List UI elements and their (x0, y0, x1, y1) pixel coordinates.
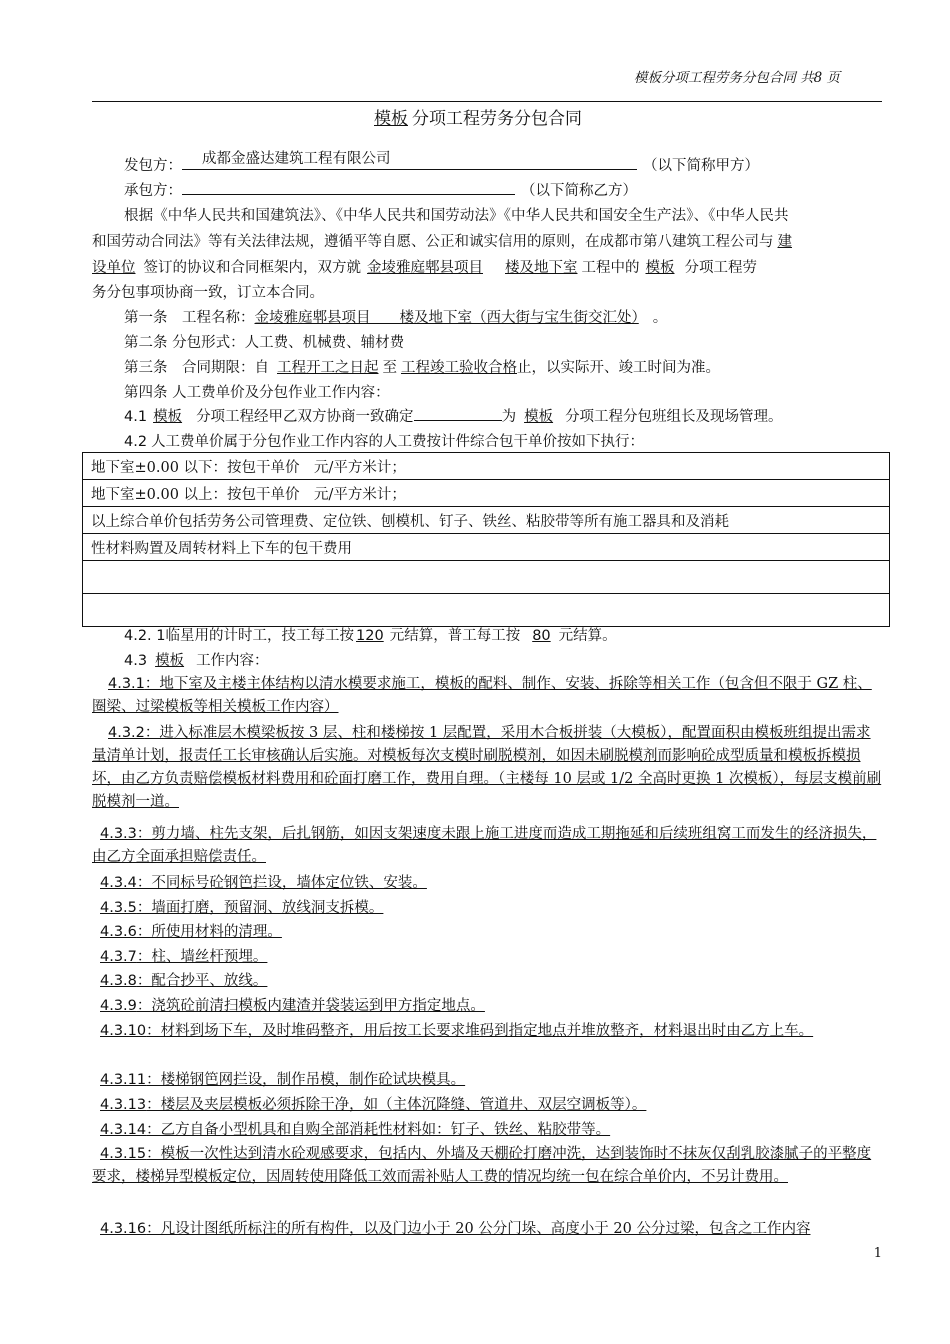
article-3-b: 至 (382, 360, 397, 376)
work-item (92, 1218, 884, 1241)
intro-line-4: 务分包事项协商一致，订立本合同。 (92, 285, 324, 301)
article-3-start: 工程开工之日起 (277, 360, 379, 376)
work-item (92, 995, 884, 1018)
work-item-num: 4.3.8 (100, 973, 137, 989)
article-1 (124, 306, 667, 327)
work-item-num: 4.3.2 (108, 725, 145, 741)
clause-4-1-blank (414, 405, 502, 421)
issuer-name: 成都金盛达建筑工程有限公司 (202, 151, 391, 167)
article-1-value: 金堎雅庭郫县项目 楼及地下室（西大街与宝生街交汇处） (254, 310, 639, 326)
article-4: 第四条 人工费单价及分包作业工作内容： (124, 385, 390, 401)
clause-4-1-a: 分项工程经甲乙双方协商一致确定 (196, 409, 414, 425)
work-item-text: ：地下室及主楼主体结构以清水模要求施工，模板的配料、制作、安装、拆除等相关工作（包含但不限于 GZ 柱、圈梁、过梁模板等相关模板工作内容） (92, 676, 872, 715)
clause-4-1-num: 4.1 (124, 409, 148, 425)
work-item-num: 4.3.9 (100, 998, 137, 1014)
work-item-text: ：楼梯钢笆网拦设，制作吊模，制作砼试块模具。 (146, 1072, 466, 1088)
work-item-text: ：材料到场下车，及时堆码整齐，用后按工长要求堆码到指定地点并堆放整齐，材料退出时由乙方上车。 (146, 1023, 814, 1039)
clause-4-1-template-2: 模板 (524, 409, 554, 425)
work-item-text: ：进入标准层木模梁板按 3 层、柱和楼梯按 1 层配置，采用木合板拼装（大模板），配置面积由模板班组提出需求量清单计划，报责任工长审核确认后实施。对模板每次支模时刷脱模剂，如因未刷脱模剂而影响砼成型质量和模板拆模损坏，由乙方负责赔偿模板材料费用和砼面打磨工作，费用自理。（主楼每 10 层或 1/2 全高时更换 1 次模板），每层支模前刷脱模剂一道。 (92, 725, 882, 810)
intro-line-2-text: 和国劳动合同法》等有关法律法规，遵循平等自愿、公正和诚实信用的原则，在成都市第八建筑工程公司与 (92, 234, 774, 250)
work-item-num: 4.3.5 (100, 900, 137, 916)
work-item (92, 823, 884, 869)
contractor-note: （以下简称乙方） (521, 183, 637, 199)
header-rule (92, 101, 882, 102)
table-cell (83, 561, 890, 594)
work-item-num: 4.3.11 (100, 1072, 147, 1088)
work-item-text: ：楼层及夹层模板必须拆除干净，如（主体沉降缝、管道井、双层空调板等）。 (146, 1097, 647, 1113)
clause-4-2-1-b: 元结算，普工每工按 (389, 628, 521, 644)
work-item (92, 1020, 884, 1043)
work-item-num: 4.3.14 (100, 1122, 147, 1138)
intro-project-name: 金堎雅庭郫县项目 (367, 260, 483, 276)
table-cell (83, 594, 890, 627)
clause-4-2 (124, 430, 644, 451)
table-row (83, 594, 890, 627)
contractor-name-field (182, 179, 515, 195)
title-underlined: 模板 (374, 109, 408, 129)
table-row (83, 561, 890, 594)
article-2: 第二条 分包形式：人工费、机械费、辅材费 (124, 335, 405, 351)
article-3-end: 工程竣工验收合格 (401, 360, 517, 376)
work-item-text: ：剪力墙、柱先支架，后扎钢筋，如因支架速度未跟上施工进度而造成工期拖延和后续班组窝工而发生的经济损失，由乙方全面承担赔偿责任。 (92, 826, 877, 865)
contractor-label: 承包方： (124, 183, 182, 199)
unit-price-table (82, 452, 890, 627)
work-item (92, 1119, 884, 1142)
clause-4-2-1-a: 临星用的计时工，技工每工按 (165, 628, 355, 644)
table-cell: 地下室±0.00 以下：按包干单价 元/平方米计； (83, 453, 890, 480)
skilled-wage: 120 (356, 628, 384, 644)
title-text: 分项工程劳务分包合同 (412, 109, 582, 129)
intro-line-3 (92, 256, 757, 277)
article-1-end: 。 (652, 310, 668, 326)
clause-4-2-1-num: 4.2. 1 (124, 628, 166, 644)
work-item-text: ：乙方自备小型机具和自购全部消耗性材料如：钉子、铁丝、粘胶带等。 (146, 1122, 611, 1138)
page-header: 模板分项工程劳务分包合同 共8 页 (633, 70, 840, 86)
work-item-text: ：模板一次性达到清水砼观感要求，包括内、外墙及天棚砼打磨冲洗，达到装饰时不抹灰仅刮乳胶漆腻子的平整度要求，楼梯异型模板定位，因周转使用降低工效而需补贴人工费的情况均统一包在综合单价内，不另计费用。 (92, 1146, 872, 1185)
table-row (83, 480, 890, 507)
article-3-c: 止，以实际开、竣工时间为准。 (517, 360, 720, 376)
work-item-num: 4.3.3 (100, 826, 137, 842)
work-item-num: 4.3.15 (100, 1146, 147, 1162)
intro-line-1: 根据《中华人民共和国建筑法》、《中华人民共和国劳动法》《中华人民共和国安全生产法》、《中华人民共 (124, 208, 789, 224)
work-item-num: 4.3.1 (108, 676, 145, 692)
contractor-line (124, 179, 637, 200)
work-item-text: ：浇筑砼前清扫模板内建渣并袋装运到甲方指定地点。 (136, 998, 485, 1014)
issuer-note: （以下简称甲方） (643, 158, 759, 174)
work-item-num: 4.3.10 (100, 1023, 147, 1039)
work-item-num: 4.3.13 (100, 1097, 147, 1113)
clause-4-1-b: 为 (501, 409, 517, 425)
clause-4-1 (124, 405, 783, 426)
article-3-a: 第三条 合同期限：自 (124, 360, 269, 376)
intro-template: 模板 (645, 260, 675, 276)
intro-line-2-u: 建 (777, 234, 792, 250)
page-number: 1 (873, 1246, 882, 1261)
issuer-name-field (182, 151, 637, 170)
table-cell: 性材料购置及周转材料上下车的包干费用 (83, 534, 890, 561)
clause-4-3-template: 模板 (155, 653, 185, 669)
work-item (92, 872, 884, 895)
intro-line-3b: 工程中的 (581, 260, 640, 276)
clause-4-2-1-c: 元结算。 (558, 628, 617, 644)
work-item-text: ：墙面打磨，预留洞、放线洞支拆模。 (136, 900, 384, 916)
work-item (92, 921, 884, 944)
clause-4-3-a: 工作内容： (196, 653, 269, 669)
clause-4-3-num: 4.3 (124, 653, 148, 669)
issuer-label: 发包方： (124, 158, 182, 174)
intro-line-3a: 签订的协议和合同框架内，双方就 (143, 260, 361, 276)
document-title (0, 104, 950, 129)
work-item-text: ：柱、墙丝杆预埋。 (136, 949, 268, 965)
work-item-num: 4.3.6 (100, 924, 137, 940)
work-item (92, 673, 884, 719)
work-item (92, 722, 884, 814)
work-item (92, 970, 884, 993)
table-cell: 以上综合单价包括劳务公司管理费、定位铁、刨模机、钉子、铁丝、粘胶带等所有施工器具和及消耗 (83, 507, 890, 534)
intro-line-2 (92, 230, 792, 251)
general-wage: 80 (532, 628, 551, 644)
article-1-label: 第一条 工程名称： (124, 310, 255, 326)
clause-4-1-template: 模板 (153, 409, 183, 425)
work-item (92, 1069, 884, 1092)
clause-4-2-1 (124, 624, 617, 645)
intro-line-3c: 分项工程劳 (684, 260, 757, 276)
work-item-text: ：不同标号砼钢笆拦设，墙体定位铁、安装。 (136, 875, 427, 891)
issuer-line (124, 151, 759, 175)
work-item (92, 946, 884, 969)
work-item-text: ：配合抄平、放线。 (136, 973, 268, 989)
work-item-text: ：所使用材料的清理。 (136, 924, 282, 940)
work-item (92, 897, 884, 920)
clause-4-1-c: 分项工程分包班组长及现场管理。 (565, 409, 783, 425)
article-3 (124, 356, 720, 377)
work-item-num: 4.3.16 (100, 1221, 147, 1237)
table-row (83, 453, 890, 480)
work-item (92, 1143, 884, 1189)
work-item (92, 1094, 884, 1117)
clause-4-3 (124, 649, 269, 670)
intro-party-b: 设单位 (92, 260, 136, 276)
work-item-num: 4.3.4 (100, 875, 137, 891)
clause-4-2-num: 4.2 (124, 434, 148, 450)
clause-4-2-text: 人工费单价属于分包作业工作内容的人工费按计件综合包干单价按如下执行： (151, 434, 645, 450)
table-row (83, 507, 890, 534)
work-item-num: 4.3.7 (100, 949, 137, 965)
table-row (83, 534, 890, 561)
table-cell: 地下室±0.00 以上：按包干单价 元/平方米计； (83, 480, 890, 507)
work-item-text: ：凡设计图纸所标注的所有构件，以及门边小于 20 公分门垛、高度小于 20 公分过梁，包含之工作内容 (146, 1221, 811, 1237)
intro-building: 楼及地下室 (505, 260, 578, 276)
